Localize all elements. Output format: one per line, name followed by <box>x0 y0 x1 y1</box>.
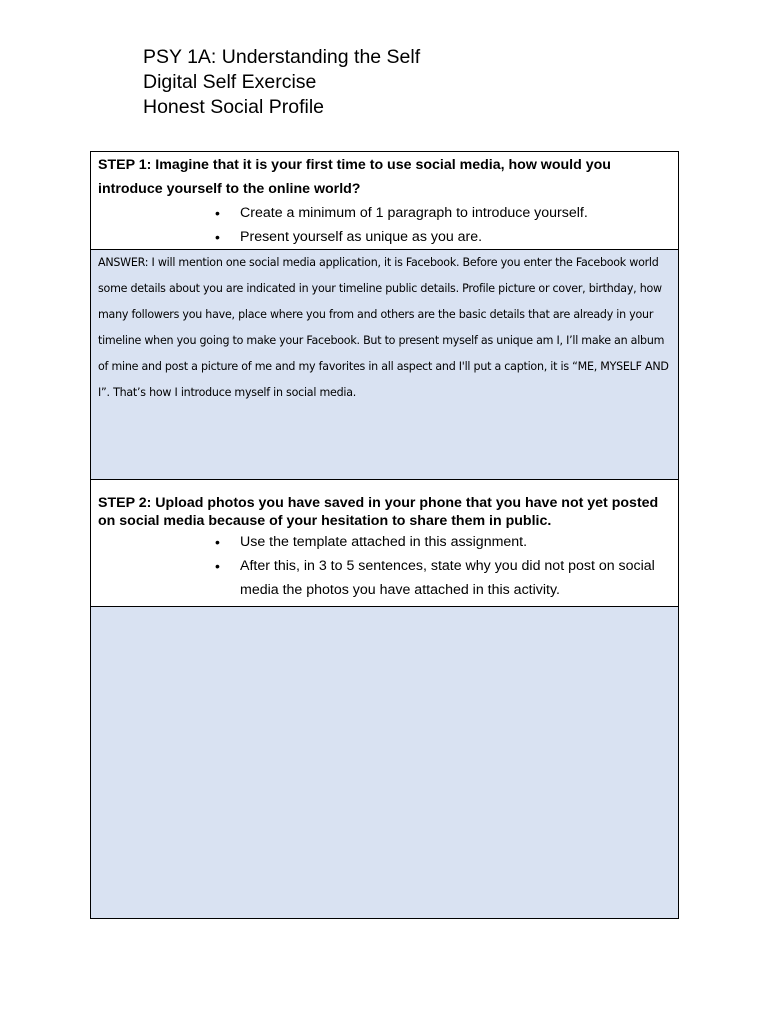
step2-instructions <box>98 530 671 602</box>
course-title: PSY 1A: Understanding the Self <box>143 46 421 68</box>
step2-prompt-cell <box>91 480 678 607</box>
step2-heading: STEP 2: Upload photos you have saved in your phone that you have not yet posted on social media because of your hesitation to share them in public. <box>98 495 659 529</box>
step2-instruction-text: Use the template attached in this assignment. <box>240 534 528 550</box>
step1-instruction-item <box>215 225 671 249</box>
step2-instruction-item <box>215 554 671 602</box>
step1-instruction-text: Create a minimum of 1 paragraph to introduce yourself. <box>240 205 588 221</box>
step2-instruction-text: After this, in 3 to 5 sentences, state why you did not post on social media the photos you have attached in this activity. <box>240 558 655 598</box>
step2-instruction-item <box>215 530 671 554</box>
activity-title: Honest Social Profile <box>143 96 325 118</box>
step1-instruction-text: Present yourself as unique as you are. <box>240 229 483 245</box>
document-header <box>143 45 420 120</box>
step1-heading: STEP 1: Imagine that it is your first time to use social media, how would you introduce yourself to the online world? <box>98 157 611 197</box>
bullet-icon: • <box>215 534 220 550</box>
exercise-title: Digital Self Exercise <box>143 71 317 93</box>
bullet-icon: • <box>215 205 220 221</box>
step1-answer-cell[interactable] <box>91 250 678 480</box>
step1-instruction-item <box>215 201 671 225</box>
step1-prompt-cell <box>91 152 678 250</box>
bullet-icon: • <box>215 229 220 245</box>
step2-answer-cell[interactable] <box>91 607 678 918</box>
worksheet-table <box>90 151 679 919</box>
step1-instructions <box>98 201 671 249</box>
step1-answer-text: ANSWER: I will mention one social media application, it is Facebook. Before you enter the Facebook world some details about you are indicated in your timeline public details. Profile picture or cover, birthday, how many followers you have, place where you from and others are the basic details that are already in your timeline when you going to make your Facebook. But to present myself as unique am I, I’ll make an album of mine and post a picture of me and my favorites in all aspect and I'll put a caption, it is “ME, MYSELF AND I”. That’s how I introduce myself in social media. <box>98 256 669 399</box>
bullet-icon: • <box>215 558 220 574</box>
